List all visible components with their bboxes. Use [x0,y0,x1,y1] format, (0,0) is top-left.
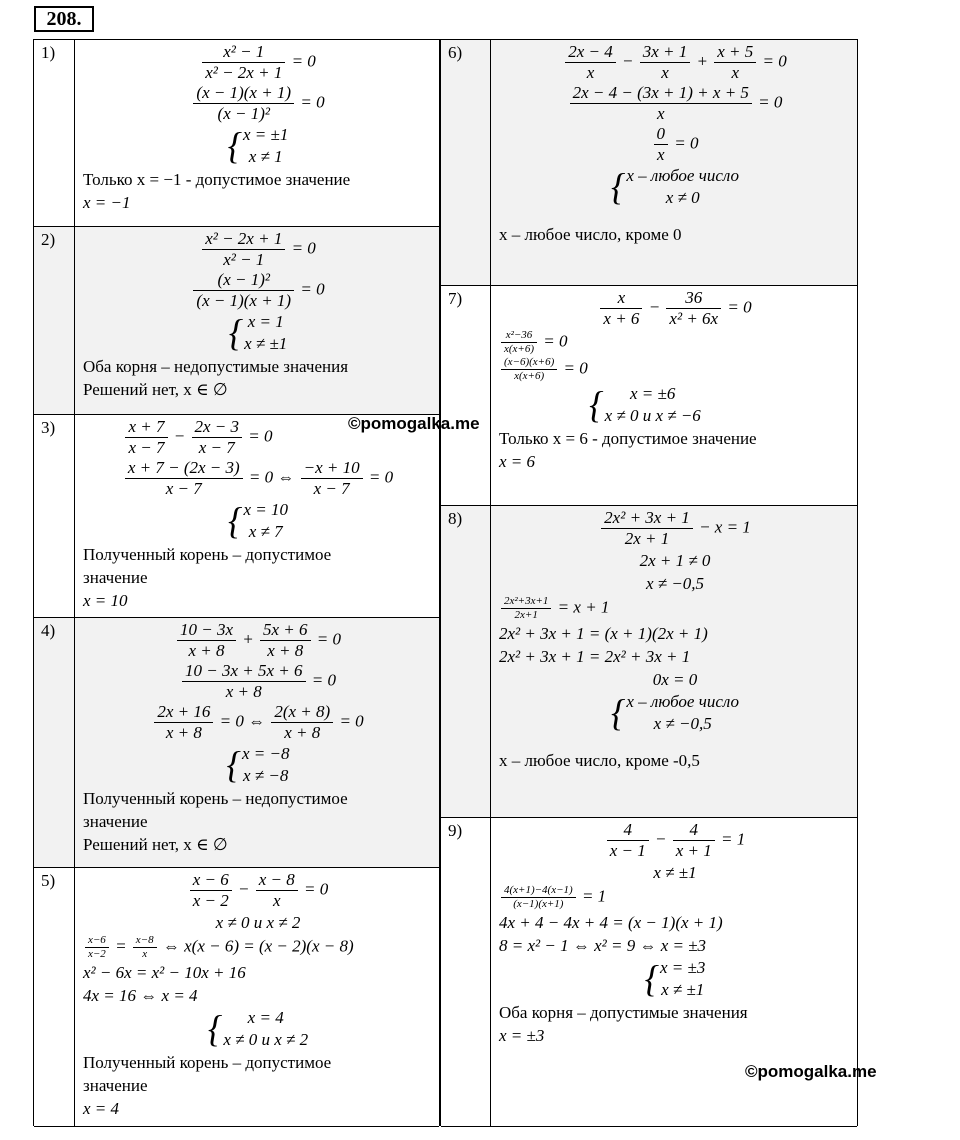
problem-label: 4) [34,618,75,867]
fraction: $\frac{0}{x}$ [654,124,669,165]
solution-8: $\frac{\text{2x² + 3x + 1}}{2x + 1}$ − x = 1 2x + 1 ≠ 0 x ≠ −0,5 $\frac{\text{2x²+3x+1}}{2x+1}$ = x + 1 2x² + 3x + 1 = (x + 1)(2x + 1) 2x² + 3x + 1 = 2x² + 3x + 1 0x = 0 { x – любое число x ≠ −0,5 x – любое число, кроме -0,5 [491,506,857,817]
fraction: $\frac{\text{2x² + 3x + 1}}{2x + 1}$ [601,508,693,549]
equation-system: { x – любое число x ≠ −0,5 [610,692,740,734]
problem-1 [34,40,439,227]
equation-line: x² − 6x = x² − 10x + 16 [83,963,246,982]
answer: x = ±3 [499,1026,545,1045]
domain-condition: x ≠ −0,5 [645,574,705,593]
domain-condition: x ≠ ±1 [653,863,697,882]
solution-2: $\frac{\text{x² − 2x + 1}}{\text{x² − 1}}$ = 0 $\frac{\text{(x − 1)²}}{(x - 1)(x + 1)}$ = 0 { x = 1 x ≠ ±1 Оба корня – недопустимые значения Решений нет, x ∈ ∅ [75,227,439,414]
fraction: $\frac{4(x+1)-4(x-1)}{(x-1)(x+1)}$ [501,884,576,911]
fraction: $\frac{2x - 3}{x - 7}$ [192,417,243,458]
answer: x – любое число, кроме 0 [499,225,682,244]
fraction: $\frac{x - 6}{x - 2}$ [190,870,232,911]
equation-line: 4x = 16 ⇔ x = 4 [83,986,198,1005]
fraction: $\frac{x + 5}{x}$ [714,42,756,83]
problem-label: 8) [441,506,491,817]
equation-system: { x = 10 x ≠ 7 [228,500,288,542]
conclusion: Только x = 6 - допустимое значение [499,429,757,448]
problem-label: 2) [34,227,75,414]
solution-4: $\frac{10 - 3x}{x + 8}$ + $\frac{5x + 6}{x + 8}$ = 0 $\frac{10 - 3x + 5x + 6}{x + 8}$ = 0 $\frac{2x + 16}{x + 8}$ = 0 ⇔ $\frac{2(x + 8)}{x + 8}$ = 0 { x = −8 x ≠ −8 Полученный корень – недопустимое значение Решений нет, x ∈ ∅ [75,618,439,867]
solution-1: $\frac{\text{x² − 1}}{\text{x² − 2x + 1}}$ = 0 $\frac{(x - 1)(x + 1)}{\text{(x − 1)²}}$ = 0 { x = ±1 x ≠ 1 Только x = −1 - допустимое значение x = −1 [75,40,439,226]
problem-number: 208. [34,6,94,32]
problem-label: 7) [441,286,491,505]
domain-condition: x ≠ 0 и x ≠ 2 [215,913,301,932]
problem-label: 1) [34,40,75,226]
fraction: $\frac{(x-6)(x+6)}{x(x+6)}$ [501,356,557,383]
left-column [33,39,440,1126]
fraction: $\frac{2x - 4}{x}$ [565,42,616,83]
fraction: $\frac{x-6}{x-2}$ [85,934,109,961]
equation-system: { x – любое число x ≠ 0 [610,166,740,208]
fraction: $\frac{x - 8}{x}$ [256,870,298,911]
equation-line: 4x + 4 − 4x + 4 = (x − 1)(x + 1) [499,913,723,932]
conclusion: Полученный корень – недопустимое [83,789,348,808]
watermark-logo: ©pomogalka.me [348,414,480,433]
answer: Решений нет, x ∈ ∅ [83,380,228,399]
conclusion-cont: значение [83,812,148,831]
fraction: $\frac{x}{x + 6}$ [600,288,642,329]
fraction: $\frac{5x + 6}{x + 8}$ [260,620,311,661]
fraction: $\frac{4}{x - 1}$ [607,820,649,861]
domain-condition: 2x + 1 ≠ 0 [639,551,711,570]
problem-label: 5) [34,868,75,1126]
fraction: $\frac{3x + 1}{x}$ [640,42,691,83]
conclusion: Оба корня – недопустимые значения [83,357,349,376]
answer: Решений нет, x ∈ ∅ [83,835,228,854]
fraction: $\frac{\text{(x − 1)²}}{(x - 1)(x + 1)}$ [193,270,294,311]
problem-5 [34,868,439,1127]
problem-8 [441,506,857,818]
solution-7: $\frac{x}{x + 6}$ − $\frac{36}{\text{x² + 6x}}$ = 0 $\frac{\text{x²−36}}{x(x+6)}$ = 0 $\frac{(x-6)(x+6)}{x(x+6)}$ = 0 { x = ±6 x ≠ 0 и x ≠ −6 Только x = 6 - допустимое значение x = 6 [491,286,857,505]
conclusion: Полученный корень – допустимое [83,545,332,564]
problem-6 [441,40,857,286]
problem-label: 9) [441,818,491,1126]
equation-line: 8 = x² − 1 ⇔ x² = 9 ⇔ x = ±3 [499,936,707,955]
answer: x = 6 [499,452,536,471]
fraction: $\frac{10 - 3x}{x + 8}$ [177,620,236,661]
equation-system: { x = 1 x ≠ ±1 [228,312,288,354]
fraction: $\frac{\text{x² − 2x + 1}}{\text{x² − 1}}$ [202,229,285,270]
fraction: $\frac{-x + 10}{x - 7}$ [301,458,363,499]
conclusion-cont: значение [83,1076,148,1095]
equation-system: { x = ±6 x ≠ 0 и x ≠ −6 [589,384,701,426]
equation-system: { x = ±1 x ≠ 1 [227,125,289,167]
conclusion: Полученный корень – допустимое [83,1053,332,1072]
problem-label: 6) [441,40,491,285]
conclusion: Только x = −1 - допустимое значение [83,170,351,189]
fraction: $\frac{x + 7}{x - 7}$ [125,417,167,458]
solution-9: $\frac{4}{x - 1}$ − $\frac{4}{x + 1}$ = 1 x ≠ ±1 $\frac{4(x+1)-4(x-1)}{(x-1)(x+1)}$ = 1 4x + 4 − 4x + 4 = (x − 1)(x + 1) 8 = x² − 1 ⇔ x² = 9 ⇔ x = ±3 { x = ±3 x ≠ ±1 Оба корня – допустимые значения x = ±3 [491,818,857,1126]
fraction: $\frac{\text{x²−36}}{x(x+6)}$ [501,329,537,356]
fraction: $\frac{x + 7 - (2x - 3)}{x - 7}$ [125,458,243,499]
answer: x = 10 [83,591,128,610]
answer: x = −1 [83,193,131,212]
problem-4 [34,618,439,868]
equation-line: 2x² + 3x + 1 = (x + 1)(2x + 1) [499,624,708,643]
conclusion: Оба корня – допустимые значения [499,1003,748,1022]
answer: x = 4 [83,1099,120,1118]
watermark-logo: ©pomogalka.me [745,1062,877,1081]
problem-3 [34,415,439,618]
fraction: $\frac{\text{2x²+3x+1}}{2x+1}$ [501,595,551,622]
equation-system: { x = ±3 x ≠ ±1 [644,958,706,1000]
fraction: $\frac{2(x + 8)}{x + 8}$ [271,702,333,743]
solution-6: $\frac{2x - 4}{x}$ − $\frac{3x + 1}{x}$ + $\frac{x + 5}{x}$ = 0 $\frac{2x - 4 - (3x + 1) + x + 5}{x}$ = 0 $\frac{0}{x}$ = 0 { x – любое число x ≠ 0 x – любое число, кроме 0 [491,40,857,285]
right-column [440,39,858,1126]
solution-5: $\frac{x - 6}{x - 2}$ − $\frac{x - 8}{x}$ = 0 x ≠ 0 и x ≠ 2 $\frac{x-6}{x-2}$ = $\frac{x-8}{x}$ ⇔ x(x − 6) = (x − 2)(x − 8) x² − 6x = x² − 10x + 16 4x = 16 ⇔ x = 4 { x = 4 x ≠ 0 и x ≠ 2 Полученный корень – допустимое значение x = 4 [75,868,439,1126]
conclusion-cont: значение [83,568,148,587]
fraction: $\frac{2x - 4 - (3x + 1) + x + 5}{x}$ [570,83,752,124]
answer: x – любое число, кроме -0,5 [499,751,700,770]
fraction: $\frac{(x - 1)(x + 1)}{\text{(x − 1)²}}$ [193,83,294,124]
solution-3: $\frac{x + 7}{x - 7}$ − $\frac{2x - 3}{x - 7}$ = 0 $\frac{x + 7 - (2x - 3)}{x - 7}$ = 0 ⇔ $\frac{-x + 10}{x - 7}$ = 0 { x = 10 x ≠ 7 Полученный корень – допустимое значение x = 10 [75,415,439,617]
equation-line: 0x = 0 [652,670,698,689]
fraction: $\frac{10 - 3x + 5x + 6}{x + 8}$ [182,661,306,702]
fraction: $\frac{36}{\text{x² + 6x}}$ [666,288,721,329]
fraction: $\frac{\text{x² − 1}}{\text{x² − 2x + 1}}$ [202,42,285,83]
equation-line: 2x² + 3x + 1 = 2x² + 3x + 1 [499,647,691,666]
fraction: $\frac{4}{x + 1}$ [673,820,715,861]
problem-label: 3) [34,415,75,617]
problem-2 [34,227,439,415]
equation-system: { x = −8 x ≠ −8 [226,744,290,786]
fraction: $\frac{2x + 16}{x + 8}$ [154,702,213,743]
problem-7 [441,286,857,506]
fraction: $\frac{x-8}{x}$ [133,934,157,961]
equation-system: { x = 4 x ≠ 0 и x ≠ 2 [207,1008,309,1050]
